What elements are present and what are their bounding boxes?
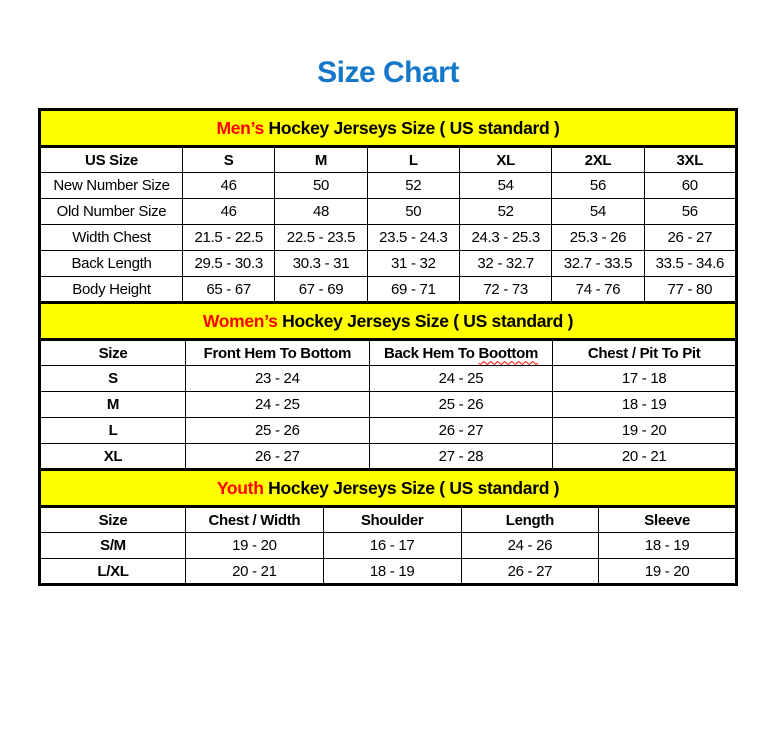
column-header: Size (40, 507, 186, 533)
row-label: Body Height (40, 277, 183, 303)
row-label: L (40, 418, 186, 444)
row-label: New Number Size (40, 173, 183, 199)
size-cell: 56 (552, 173, 644, 199)
size-cell: 46 (183, 173, 275, 199)
mens-size-table (38, 108, 738, 304)
size-cell: 48 (275, 199, 367, 225)
column-header: US Size (40, 147, 183, 173)
size-cell: 33.5 - 34.6 (644, 251, 736, 277)
size-cell: 19 - 20 (553, 418, 737, 444)
size-cell: 25 - 26 (369, 392, 553, 418)
size-cell: 26 - 27 (644, 225, 736, 251)
table-row (40, 277, 737, 303)
mens-section-title-rest: Hockey Jerseys Size ( US standard ) (263, 117, 560, 138)
size-cell: 27 - 28 (369, 444, 553, 470)
column-header: S (183, 147, 275, 173)
size-cell: 24 - 26 (461, 533, 599, 559)
column-header: Sleeve (599, 507, 737, 533)
size-cell: 21.5 - 22.5 (183, 225, 275, 251)
size-cell: 26 - 27 (186, 444, 370, 470)
size-cell: 60 (644, 173, 736, 199)
size-cell: 50 (367, 199, 459, 225)
size-cell: 16 - 17 (323, 533, 461, 559)
mens-header-row (40, 147, 737, 173)
size-cell: 22.5 - 23.5 (275, 225, 367, 251)
size-cell: 54 (552, 199, 644, 225)
table-row (40, 366, 737, 392)
size-cell: 46 (183, 199, 275, 225)
column-header: 2XL (552, 147, 644, 173)
womens-section-band (40, 303, 737, 340)
size-cell: 19 - 20 (186, 533, 324, 559)
column-header: 3XL (644, 147, 736, 173)
row-label: Old Number Size (40, 199, 183, 225)
table-row (40, 559, 737, 585)
size-cell: 24 - 25 (369, 366, 553, 392)
row-label: XL (40, 444, 186, 470)
size-cell: 25.3 - 26 (552, 225, 644, 251)
size-cell: 25 - 26 (186, 418, 370, 444)
table-row (40, 251, 737, 277)
size-cell: 30.3 - 31 (275, 251, 367, 277)
size-cell: 24.3 - 25.3 (459, 225, 551, 251)
column-header: Chest / Pit To Pit (553, 340, 737, 366)
size-cell: 52 (367, 173, 459, 199)
womens-section-emphasis: Women’s (202, 310, 278, 331)
size-cell: 54 (459, 173, 551, 199)
size-cell: 29.5 - 30.3 (183, 251, 275, 277)
size-cell: 77 - 80 (644, 277, 736, 303)
size-cell: 67 - 69 (275, 277, 367, 303)
mens-section-band (40, 110, 737, 147)
size-chart (38, 108, 738, 586)
size-cell: 32.7 - 33.5 (552, 251, 644, 277)
youth-size-table (38, 468, 738, 586)
size-cell: 19 - 20 (599, 559, 737, 585)
womens-section-title-rest: Hockey Jerseys Size ( US standard ) (277, 310, 574, 331)
size-cell: 52 (459, 199, 551, 225)
column-header: Front Hem To Bottom (186, 340, 370, 366)
womens-size-table (38, 301, 738, 471)
table-row (40, 418, 737, 444)
size-cell: 26 - 27 (461, 559, 599, 585)
size-cell: 50 (275, 173, 367, 199)
table-row (40, 533, 737, 559)
size-cell: 24 - 25 (186, 392, 370, 418)
womens-header-row (40, 340, 737, 366)
column-header: L (367, 147, 459, 173)
row-label: S/M (40, 533, 186, 559)
page-title: Size Chart (317, 56, 459, 89)
size-cell: 56 (644, 199, 736, 225)
size-cell: 65 - 67 (183, 277, 275, 303)
size-cell: 20 - 21 (553, 444, 737, 470)
size-cell: 17 - 18 (553, 366, 737, 392)
row-label: M (40, 392, 186, 418)
column-header: Chest / Width (186, 507, 324, 533)
column-header: Shoulder (323, 507, 461, 533)
size-cell: 74 - 76 (552, 277, 644, 303)
column-header: Size (40, 340, 186, 366)
youth-section-band (40, 470, 737, 507)
table-row (40, 225, 737, 251)
table-row (40, 392, 737, 418)
table-row (40, 444, 737, 470)
size-cell: 23.5 - 24.3 (367, 225, 459, 251)
misspelled-word: Boottom (478, 344, 539, 362)
row-label: L/XL (40, 559, 186, 585)
row-label: S (40, 366, 186, 392)
size-cell: 18 - 19 (553, 392, 737, 418)
size-cell: 20 - 21 (186, 559, 324, 585)
column-header: XL (459, 147, 551, 173)
size-cell: 69 - 71 (367, 277, 459, 303)
womens-section-header (40, 303, 737, 340)
size-cell: 72 - 73 (459, 277, 551, 303)
size-cell: 18 - 19 (323, 559, 461, 585)
youth-section-emphasis: Youth (216, 477, 264, 498)
table-row (40, 173, 737, 199)
youth-section-header (40, 470, 737, 507)
size-cell: 32 - 32.7 (459, 251, 551, 277)
table-row (40, 199, 737, 225)
size-cell: 31 - 32 (367, 251, 459, 277)
column-header: M (275, 147, 367, 173)
youth-section-title-rest: Hockey Jerseys Size ( US standard ) (263, 477, 560, 498)
size-cell: 26 - 27 (369, 418, 553, 444)
row-label: Width Chest (40, 225, 183, 251)
column-header (369, 340, 553, 366)
row-label: Back Length (40, 251, 183, 277)
youth-header-row (40, 507, 737, 533)
size-cell: 18 - 19 (599, 533, 737, 559)
column-header-text: Back Hem To (383, 344, 475, 362)
mens-section-header (40, 110, 737, 147)
column-header: Length (461, 507, 599, 533)
mens-section-emphasis: Men’s (216, 117, 264, 138)
size-cell: 23 - 24 (186, 366, 370, 392)
